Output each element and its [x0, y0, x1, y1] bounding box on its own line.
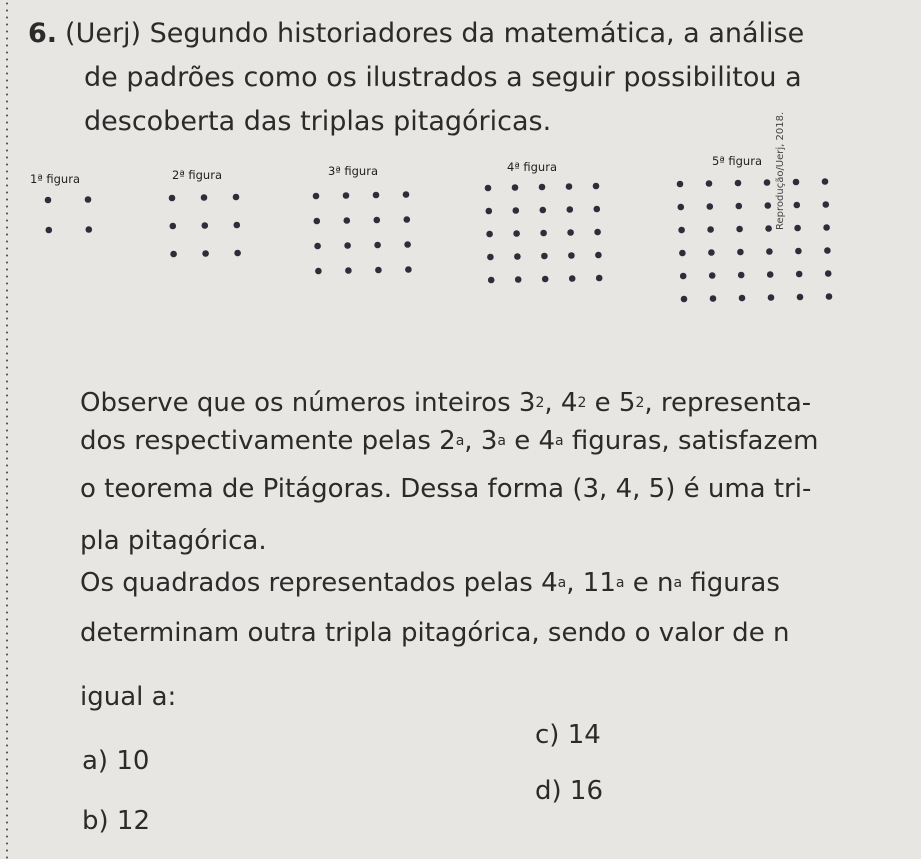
figure-2-dot [234, 222, 241, 229]
figure-1-dot [85, 196, 92, 203]
figure-4-dot [540, 207, 547, 214]
figure-4-dot [486, 208, 493, 215]
figure-2-dot [234, 250, 241, 257]
figure-4-dot [487, 254, 494, 261]
figure-4-dot [566, 183, 573, 190]
question-line-3: descoberta das triplas pitagóricas. [84, 106, 552, 137]
figure-4-dot [567, 206, 574, 213]
figure-4-dot [488, 277, 495, 284]
figure-5-dot [822, 178, 829, 185]
figure-4-dot [542, 276, 549, 283]
figure-4-dot [515, 276, 522, 283]
figure-5-dot [677, 181, 684, 188]
paragraph1-line4: pla pitagórica. [80, 526, 267, 556]
figure-label-5: 5ª figura [712, 154, 762, 168]
option-c[interactable]: c) 14 [535, 720, 601, 750]
figure-5-dot [680, 273, 687, 280]
figure-3-dot [405, 266, 412, 273]
figure-label-2: 2ª figura [172, 168, 222, 182]
figure-3-dot [344, 242, 351, 249]
figure-5-dot [766, 248, 773, 255]
figure-2-dot [170, 251, 177, 258]
figure-3-dot [374, 242, 381, 249]
figure-5-dot [710, 295, 717, 302]
figure-5-dot [797, 294, 804, 301]
paragraph1-line3: o teorema de Pitágoras. Dessa forma (3, 4, 5) é uma tri- [80, 474, 812, 504]
figure-4-dot [593, 183, 600, 190]
figure-5-dot [707, 203, 714, 210]
figure-4-dot [512, 184, 519, 191]
figure-4-dot [595, 252, 602, 259]
figure-2-dot [202, 250, 209, 257]
figure-4-dot [485, 185, 492, 192]
option-d[interactable]: d) 16 [535, 776, 603, 806]
question-number: 6. [28, 18, 58, 49]
figure-4-dot [514, 253, 521, 260]
figure-5-dot [735, 180, 742, 187]
figure-5-dot [737, 249, 744, 256]
paragraph1-line2: dos respectivamente pelas 2$^a$, 3$^a$ e 4$^a$ figuras, satisfazem [80, 426, 819, 456]
figure-5-dot [795, 248, 802, 255]
paragraph2-line1: Os quadrados representados pelas 4$^a$, 11$^a$ e $n^a$ figuras [80, 568, 780, 598]
figure-3-dot [373, 192, 380, 199]
figure-5-dot [824, 247, 831, 254]
question-line-2: de padrões como os ilustrados a seguir possibilitou a [84, 62, 802, 93]
figure-label-3: 3ª figura [328, 164, 378, 178]
figure-2-dot [169, 195, 176, 202]
figure-5-dot [764, 179, 771, 186]
figure-5-dot [794, 225, 801, 232]
figure-5-dot [736, 226, 743, 233]
image-credit: Reprodução/Uerj, 2018. [775, 111, 786, 230]
figure-3-dot [403, 191, 410, 198]
figure-5-dot [768, 294, 775, 301]
figure-5-dot [739, 295, 746, 302]
figure-3-dot [374, 217, 381, 224]
figure-5-dot [709, 272, 716, 279]
figure-5-dot [679, 250, 686, 257]
figure-5-dot [765, 225, 772, 232]
figure-4-dot [513, 230, 520, 237]
figure-5-dot [678, 227, 685, 234]
figure-4-dot [568, 252, 575, 259]
figure-5-dot [793, 179, 800, 186]
question-text-1: (Uerj) Segundo historiadores da matemática, a análise [65, 18, 805, 49]
figure-label-1: 1ª figura [30, 172, 80, 186]
figure-2-dot [202, 222, 209, 229]
figure-4-dot [540, 230, 547, 237]
figure-3-dot [313, 193, 320, 200]
paragraph2-line3: igual a: [80, 682, 177, 712]
figure-5-dot [738, 272, 745, 279]
figure-5-dot [767, 271, 774, 278]
figure-5-dot [823, 224, 830, 231]
figure-5-dot [707, 226, 714, 233]
figure-4-dot [596, 275, 603, 282]
figure-4-dot [539, 184, 546, 191]
figure-4-dot [569, 275, 576, 282]
figure-5-dot [823, 201, 830, 208]
figure-3-dot [375, 267, 382, 274]
figure-4-dot [513, 207, 520, 214]
figure-3-dot [344, 217, 351, 224]
figure-5-dot [825, 270, 832, 277]
figure-4-dot [594, 229, 601, 236]
figure-1-dot [46, 227, 53, 234]
figure-1-dot [45, 197, 52, 204]
figure-1-dot [86, 226, 93, 233]
figure-3-dot [343, 192, 350, 199]
figure-5-dot [681, 296, 688, 303]
figure-5-dot [796, 271, 803, 278]
figure-3-dot [314, 243, 321, 250]
figure-5-dot [736, 203, 743, 210]
paragraph2-line2: determinam outra tripla pitagórica, sendo o valor de n [80, 618, 790, 648]
figure-4-dot [567, 229, 574, 236]
figure-4-dot [486, 231, 493, 238]
figure-3-dot [314, 218, 321, 225]
figure-5-dot [706, 180, 713, 187]
figure-3-dot [315, 268, 322, 275]
figure-5-dot [678, 204, 685, 211]
figure-2-dot [201, 194, 208, 201]
option-a[interactable]: a) 10 [82, 746, 150, 776]
figure-4-dot [594, 206, 601, 213]
paragraph1-line1: Observe que os números inteiros $3^2$, $4^2$ e $5^2$, representa- [80, 388, 812, 418]
figure-label-4: 4ª figura [507, 160, 557, 174]
figure-5-dot [826, 293, 833, 300]
figure-4-dot [541, 253, 548, 260]
figure-2-dot [233, 194, 240, 201]
figure-3-dot [404, 241, 411, 248]
figure-5-dot [765, 202, 772, 209]
figure-2-dot [170, 223, 177, 230]
option-b[interactable]: b) 12 [82, 806, 150, 836]
figure-3-dot [345, 267, 352, 274]
figure-5-dot [794, 202, 801, 209]
figure-3-dot [404, 216, 411, 223]
figure-5-dot [708, 249, 715, 256]
